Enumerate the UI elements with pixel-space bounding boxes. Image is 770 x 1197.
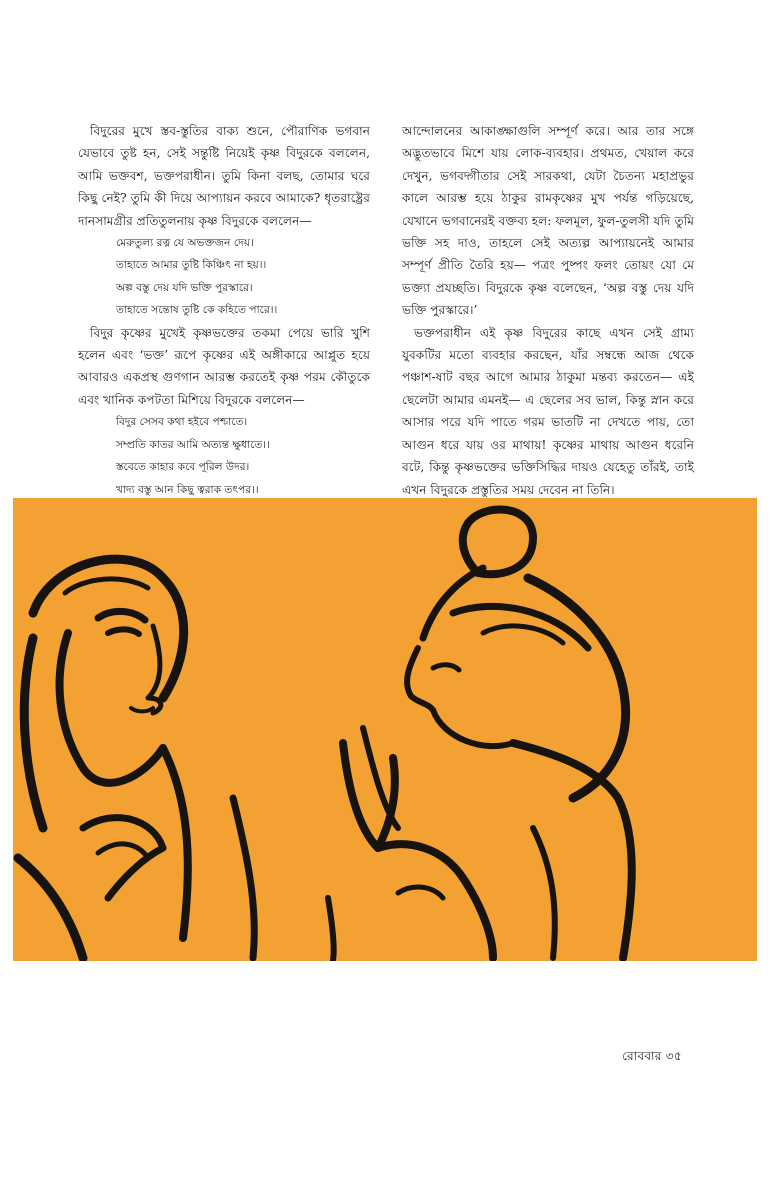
verse-line: তাহাতে সন্তোষ তুষ্টি কে কহিতে পারে।। (116, 304, 278, 317)
illustration-vidura-krishna (13, 498, 757, 961)
page-footer: রোববার ৩৫ (622, 1049, 682, 1063)
verse-line: তাহাতে আমার তুষ্টি কিঞ্চিৎ না হয়।। (116, 259, 267, 272)
verse-line: খাদ্য বস্তু আন কিছু ত্বরাক তৎপর।। (116, 483, 259, 496)
brush-illustration (13, 498, 757, 961)
verse-line: অল্প বস্তু দেয় যদি ভক্তি পুরস্কারে। (116, 281, 253, 294)
verse-line: স্তবেতে কাহার কবে পূরিল উদর। (116, 461, 250, 474)
paragraph: আন্দোলনের আকাঙ্ক্ষাগুলি সম্পূর্ণ করে। আর তার সঙ্গে অদ্ভুতভাবে মিশে যায় লোক-ব্যবহার। প্রথমত, খেয়াল করে দেখুন, ভগবদ্গীতার সেই সারকথা, যেটা চৈতন্য মহাপ্রভুর কালে আরম্ভ হয়ে ঠাকুর রামকৃষ্ণের মুখ পর্যন্ত গড়িয়েছে, যেখানে ভগবানেরই বক্তব্য হল: ফলমূল, ফুল-তুলসী যদি তুমি ভক্তি সহ দাও, তাহলে সেই অত্যল্প আপ্যায়নেই আমার সম্পূর্ণ প্রীতি তৈরি হয়— পত্রং পুষ্পং ফলং তোয়ং যো মে ভক্ত্যা প্রযচ্ছতি। বিদুরকে কৃষ্ণ বলেছেন, ‘অল্প বস্তু দেয় যদি ভক্তি পুরস্কারে।’ (402, 124, 694, 318)
verse-line: সম্প্রতি কাতর আমি অত্যন্ত ক্ষুধাতে।। (116, 438, 270, 451)
paragraph: ভক্তপরাধীন এই কৃষ্ণ বিদুরের কাছে এখন সেই গ্রাম্য যুবকটির মতো ব্যবহার করছেন, যাঁর সম্বন্ধে আজ থেকে পঞ্চাশ-ষাট বছর আগে আমার ঠাকুমা মন্তব্য করতেন— এই ছেলেটা আমার এমনই— এ ছেলের সব ভাল, কিন্তু স্নান করে আসার পরে যদি পাতে গরম ভাতটি না দেখতে পায়, তো আগুন ধরে যায় ওর মাথায়! কৃষ্ণের মাথায় আগুন ধরেনি বটে, কিন্তু কৃষ্ণভক্তের ভক্তিসিদ্ধির দায়ও যেহেতু তাঁরই, তাই এখন বিদুরকে প্রস্তুতির সময় দেবেন না তিনি। (402, 325, 694, 497)
paragraph: বিদুর কৃষ্ণের মুখেই কৃষ্ণভক্তের তকমা পেয়ে ভারি খুশি হলেন এবং ‘ভক্ত’ রূপে কৃষ্ণের এই অঙ্গীকারে আপ্লুত হয়ে আবারও একপ্রস্থ গুণগান আরম্ভ করতেই কৃষ্ণ পরম কৌতুকে এবং খানিক কপটতা মিশিয়ে বিদুরকে বললেন— (78, 325, 370, 407)
verse-block (78, 411, 370, 501)
verse-line: বিদুর সেসব কথা হইবে পশ্চাতে। (116, 416, 248, 429)
paragraph: বিদুরের মুখে স্তব-স্তুতির বাক্য শুনে, পৌরাণিক ভগবান যেভাবে তুষ্ট হন, সেই সন্তুষ্টি নিয়েই কৃষ্ণ বিদুরকে বললেন, আমি ভক্তবশ, ভক্তপরাধীন। তুমি কিনা বলছ, তোমার ঘরে কিছু নেই? তুমি কী দিয়ে আপ্যায়ন করবে আমাকে? ধৃতরাষ্ট্রের দানসামগ্রীর প্রতিতুলনায় কৃষ্ণ বিদুরকে বললেন— (78, 124, 370, 228)
verse-line: মেরুতুল্য রত্ন যে অভক্তজন দেয়। (116, 237, 254, 250)
verse-block (78, 232, 370, 322)
